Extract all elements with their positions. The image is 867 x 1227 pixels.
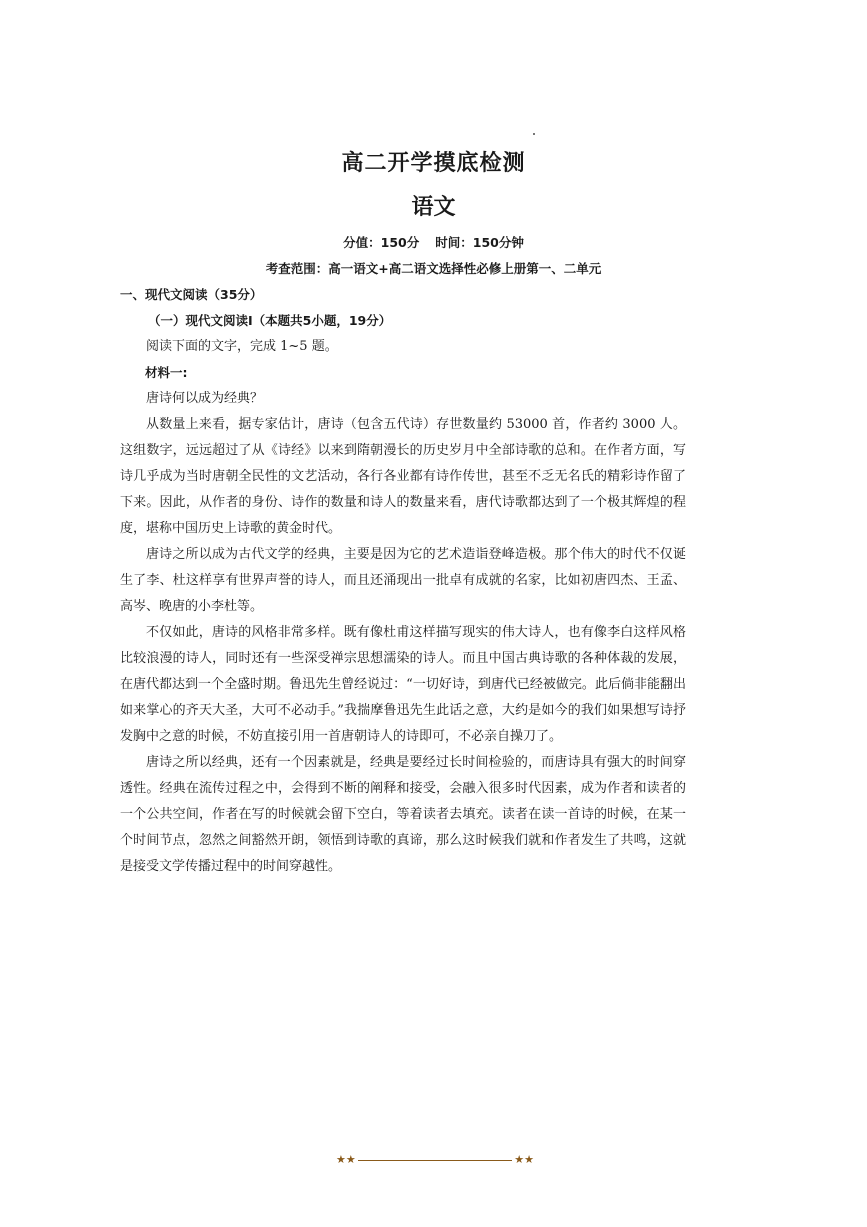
footer-divider <box>358 1160 513 1161</box>
section-heading: 一、现代文阅读（35分） <box>120 287 263 302</box>
right-stars-icon: ★★ <box>514 1153 534 1166</box>
footer-ornament <box>336 1150 534 1170</box>
reading-passage <box>120 334 686 880</box>
scan-dot <box>533 133 535 135</box>
instruction-text: 阅读下面的文字，完成 1~5 题。 <box>146 339 338 354</box>
material-label: 材料一: <box>145 365 188 380</box>
exam-title: 高二开学摸底检测 <box>341 151 526 176</box>
left-stars-icon: ★★ <box>336 1153 356 1166</box>
exam-scope: 考查范围：高一语文+高二语文选择性必修上册第一、二单元 <box>265 261 602 276</box>
subsection-heading: （一）现代文阅读Ⅰ（本题共5小题，19分） <box>148 313 392 328</box>
passage-paragraph: 唐诗之所以经典，还有一个因素就是，经典是要经过长时间检验的，而唐诗具有强大的时间穿透性。经典在流传过程之中，会得到不断的阐释和接受，会融入很多时代因素，成为作者和读者的一个公共空间，作者在写的时候就会留下空白，等着读者去填充。读者在读一首诗的时候，在某一个时间节点，忽然之间豁然开朗，领悟到诗歌的真谛，那么这时候我们就和作者发生了共鸣，这就是接受文学传播过程中的时间穿越性。 <box>120 755 686 874</box>
score-time-line <box>0 233 867 251</box>
passage-paragraph: 唐诗何以成为经典？ <box>146 391 264 406</box>
subject-title: 语文 <box>411 195 456 220</box>
passage-paragraph: 唐诗之所以成为古代文学的经典，主要是因为它的艺术造诣登峰造极。那个伟大的时代不仅诞生了李、杜这样享有世界声誉的诗人，而且还涌现出一批卓有成就的名家，比如初唐四杰、王孟、高岑、晚唐的小李杜等。 <box>120 547 686 614</box>
passage-paragraph: 从数量上来看，据专家估计，唐诗（包含五代诗）存世数量约 53000 首，作者约 3000 人。这组数字，远远超过了从《诗经》以来到隋朝漫长的历史岁月中全部诗歌的总和。在作者方面，写诗几乎成为当时唐朝全民性的文艺活动，各行各业都有诗作传世，甚至不乏无名氏的精彩诗作留了下来。因此，从作者的身份、诗作的数量和诗人的数量来看，唐代诗歌都达到了一个极其辉煌的程度，堪称中国历史上诗歌的黄金时代。 <box>120 417 686 536</box>
score-text: 分值：150分 <box>343 235 420 250</box>
time-text: 时间：150分钟 <box>435 235 524 250</box>
passage-paragraph: 不仅如此，唐诗的风格非常多样。既有像杜甫这样描写现实的伟大诗人，也有像李白这样风格比较浪漫的诗人，同时还有一些深受禅宗思想濡染的诗人。而且中国古典诗歌的各种体裁的发展，在唐代都达到一个全盛时期。鲁迅先生曾经说过：“一切好诗，到唐代已经被做完。此后倘非能翻出如来掌心的齐天大圣，大可不必动手。”我揣摩鲁迅先生此话之意，大约是如今的我们如果想写诗抒发胸中之意的时候，不妨直接引用一首唐朝诗人的诗即可，不必亲自操刀了。 <box>120 625 686 744</box>
